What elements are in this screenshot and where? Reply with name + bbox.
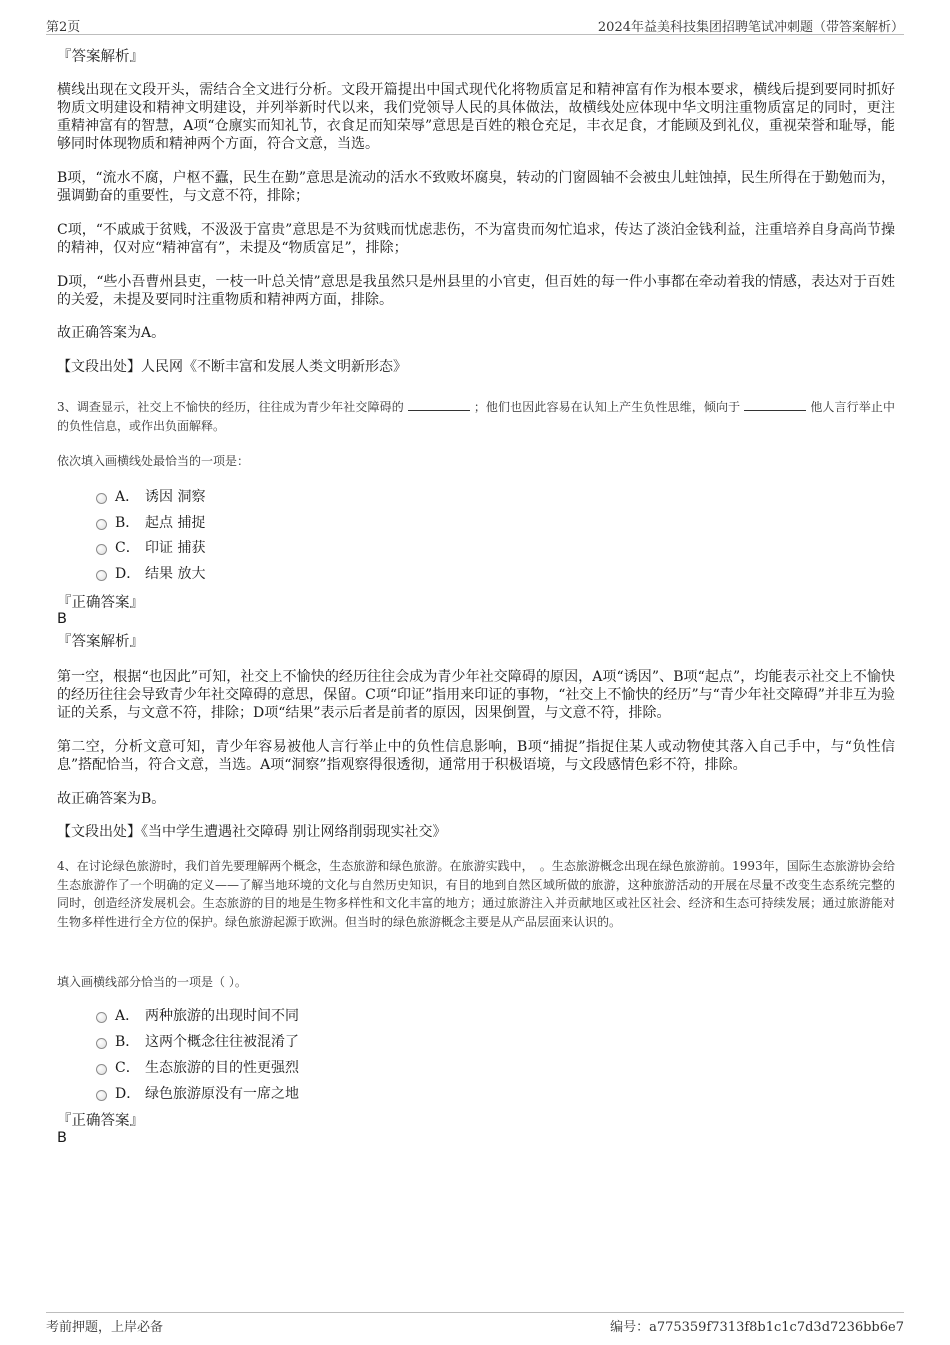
q3-prompt: 依次填入画横线处最恰当的一项是： (57, 454, 250, 468)
q4-prompt: 填入画横线部分恰当的一项是（ ）。 (57, 975, 247, 989)
radio-icon[interactable] (96, 570, 107, 581)
option-text: 结果 放大 (145, 566, 206, 582)
q3-analysis-paragraph-2: 第二空，分析文意可知，青少年容易被他人言行举止中的负性信息影响，B项“捕捉”指捉住某人或动物使其落入自己手中，与“负性信息”搭配恰当，符合文意，当选。A项“洞察”指观察得很透彻，通常用于积极语境，与文段感情色彩不符，排除。 (57, 739, 895, 773)
option-letter: B． (115, 1034, 140, 1050)
q4-option-a[interactable] (96, 1006, 299, 1026)
q2-conclusion: 故正确答案为A。 (57, 325, 166, 341)
radio-icon[interactable] (96, 1012, 107, 1023)
option-letter: C． (115, 1060, 140, 1076)
option-text: 绿色旅游原没有一席之地 (145, 1086, 299, 1102)
q4-answer-label: 『正确答案』 (57, 1113, 144, 1129)
q3-stem-part-2: ；他们也因此容易在认知上产生负性思维，倾向于 (473, 400, 741, 414)
q3-conclusion: 故正确答案为B。 (57, 791, 166, 807)
q2-analysis-paragraph-4: D项，“些小吾曹州县吏，一枝一叶总关情”意思是我虽然只是州县里的小官吏，但百姓的每一件小事都在牵动着我的情感，表达对于百姓的关爱，未提及要同时注重物质和精神两方面，排除。 (57, 274, 895, 308)
q4-option-d[interactable] (96, 1084, 299, 1104)
radio-icon[interactable] (96, 1038, 107, 1049)
q3-option-c[interactable] (96, 538, 205, 558)
option-letter: A． (115, 1008, 140, 1024)
q3-option-d[interactable] (96, 564, 205, 584)
q3-answer: B (57, 611, 67, 627)
q3-blank-1 (408, 398, 470, 411)
option-letter: D． (115, 566, 141, 582)
option-text: 起点 捕捉 (145, 515, 206, 531)
q3-answer-label: 『正确答案』 (57, 595, 144, 611)
option-text: 这两个概念往往被混淆了 (145, 1034, 299, 1050)
q3-stem-part-1: 3、调查显示，社交上不愉快的经历，往往成为青少年社交障碍的 (57, 400, 404, 414)
q4-option-b[interactable] (96, 1032, 299, 1052)
document-id: 编号：a775359f7313f8b1c1c7d3d7236bb6e7 (610, 1320, 904, 1335)
page-footer (46, 1312, 904, 1333)
q3-analysis-paragraph-1: 第一空，根据“也因此”可知，社交上不愉快的经历往往会成为青少年社交障碍的原因，A项“诱因”、B项“起点”，均能表示社交上不愉快的经历往往会导致青少年社交障碍的意思，保留。C项“印证”指用来印证的事物，“社交上不愉快的经历”与“青少年社交障碍”并非互为验证的关系，与文意不符，排除；D项“结果”表示后者是前者的原因，因果倒置，与文意不符，排除。 (57, 669, 895, 721)
q2-analysis-label: 『答案解析』 (57, 49, 144, 65)
q2-source: 【文段出处】人民网《不断丰富和发展人类文明新形态》 (57, 359, 407, 375)
option-letter: C． (115, 540, 140, 556)
option-text: 两种旅游的出现时间不同 (145, 1008, 299, 1024)
q3-source: 【文段出处】《当中学生遭遇社交障碍 别让网络削弱现实社交》 (57, 824, 447, 840)
radio-icon[interactable] (96, 493, 107, 504)
q3-stem-part-3: 他人言行举止中的负性信息，或作出负面解释。 (57, 400, 895, 433)
radio-icon[interactable] (96, 544, 107, 555)
radio-icon[interactable] (96, 1090, 107, 1101)
radio-icon[interactable] (96, 519, 107, 530)
option-letter: D． (115, 1086, 141, 1102)
option-text: 印证 捕获 (145, 540, 206, 556)
q4-option-c[interactable] (96, 1058, 299, 1078)
q3-blank-2 (744, 398, 806, 411)
q2-analysis-paragraph-1: 横线出现在文段开头，需结合全文进行分析。文段开篇提出中国式现代化将物质富足和精神富有作为根本要求，横线后提到要同时抓好物质文明建设和精神文明建设，并列举新时代以来，我们党领导人民的具体做法，故横线处应体现中华文明注重物质富足的同时，更注重精神富有的智慧，A项“仓廪实而知礼节，衣食足而知荣辱”意思是百姓的粮仓充足，丰衣足食，才能顾及到礼仪，重视荣誉和耻辱，能够同时体现物质和精神两个方面，符合文意，当选。 (57, 82, 895, 152)
q2-analysis-paragraph-2: B项，“流水不腐，户枢不蠹，民生在勤”意思是流动的活水不致败坏腐臭，转动的门窗圆轴不会被虫儿蛀蚀掉，民生所得在于勤勉而为，强调勤奋的重要性，与文意不符，排除； (57, 170, 895, 204)
q3-option-b[interactable] (96, 513, 205, 533)
q4-stem: 4、在讨论绿色旅游时，我们首先要理解两个概念，生态旅游和绿色旅游。在旅游实践中， 。生态旅游概念出现在绿色旅游前。1993年，国际生态旅游协会给生态旅游作了一个明确的定义——了解当地环境的文化与自然历史知识，有目的地到自然区域所做的旅游，这种旅游活动的开展在尽量不改变生态系统完整的同时，创造经济发展机会。生态旅游的目的地是生物多样性和文化丰富的地方；通过旅游注入并贡献地区或社区社会、经济和生态可持续发展；通过旅游能对生物多样性进行全方位的保护。绿色旅游起源于欧洲。但当时的绿色旅游概念主要是从产品层面来认识的。 (57, 859, 895, 929)
radio-icon[interactable] (96, 1064, 107, 1075)
q3-option-a[interactable] (96, 487, 205, 507)
q4-answer: B (57, 1130, 67, 1146)
option-text: 生态旅游的目的性更强烈 (145, 1060, 299, 1076)
document-title: 2024年益美科技集团招聘笔试冲刺题（带答案解析） (597, 20, 904, 35)
q3-stem (57, 398, 895, 435)
option-letter: B． (115, 515, 140, 531)
option-letter: A． (115, 489, 140, 505)
option-text: 诱因 洞察 (145, 489, 206, 505)
q3-analysis-label: 『答案解析』 (57, 634, 144, 650)
footer-slogan: 考前押题，上岸必备 (46, 1320, 164, 1335)
page-header (46, 14, 904, 35)
q2-analysis-paragraph-3: C项，“不戚戚于贫贱，不汲汲于富贵”意思是不为贫贱而忧虑悲伤，不为富贵而匆忙追求，传达了淡泊金钱利益，注重培养自身高尚节操的精神，仅对应“精神富有”，未提及“物质富足”，排除； (57, 222, 895, 256)
page-number: 第2页 (46, 20, 81, 35)
